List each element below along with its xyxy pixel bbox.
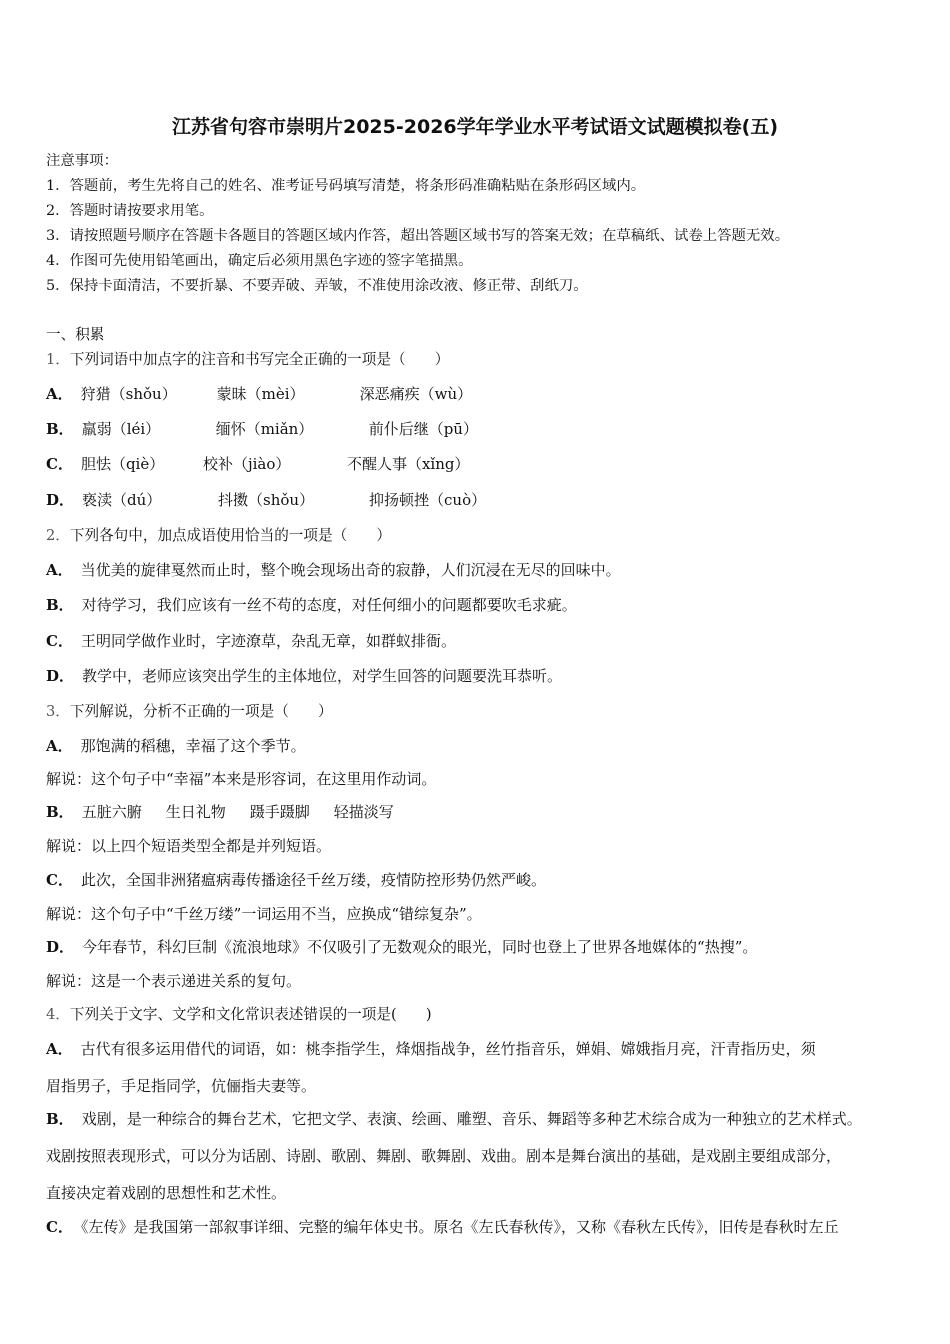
- question-number: 4．: [46, 1006, 70, 1023]
- question-2: [46, 527, 391, 545]
- question-4: [46, 1006, 432, 1024]
- option-label: A．: [46, 561, 73, 579]
- q4-option-b-cont: 戏剧按照表现形式，可以分为话剧、诗剧、歌剧、舞剧、歌舞剧、戏曲。剧本是舞台演出的基础，是戏剧主要组成部分，: [46, 1147, 842, 1165]
- notice-item: 3．请按照题号顺序在答题卡各题目的答题区域内作答，超出答题区域书写的答案无效；在草稿纸、试卷上答题无效。: [46, 228, 790, 244]
- option-text: 《左传》是我国第一部叙事详细、完整的编年体史书。原名《左氏春秋传》，又称《春秋左氏传》，旧传是春秋时左丘: [80, 1218, 839, 1236]
- notice-item: 2．答题时请按要求用笔。: [46, 203, 214, 219]
- section-heading: 一、积累: [46, 326, 105, 343]
- q1-option-d: [46, 491, 486, 509]
- q4-option-b-cont: 直接决定着戏剧的思想性和艺术性。: [46, 1184, 287, 1202]
- option-label: A．: [46, 385, 73, 403]
- q2-option-c: [46, 632, 456, 650]
- q3-explanation-b: 解说：以上四个短语类型全都是并列短语。: [46, 837, 332, 855]
- option-term: 蒙昧（mèi）: [216, 385, 305, 403]
- option-term: 深恶痛疾（wù）: [359, 385, 473, 403]
- option-term: 抑扬顿挫（cuò）: [369, 491, 487, 509]
- question-number: 2．: [46, 527, 70, 544]
- q4-option-b: [46, 1110, 862, 1128]
- notice-item: 4．作图可先使用铅笔画出，确定后必须用黑色字迹的签字笔描黑。: [46, 253, 473, 269]
- page-title: 江苏省句容市崇明片2025-2026学年学业水平考试语文试题模拟卷(五): [171, 116, 779, 138]
- option-label: B．: [46, 420, 74, 438]
- question-stem: 下列关于文字、文学和文化常识表述错误的一项是( ): [69, 1006, 432, 1023]
- phrase: 轻描淡写: [333, 803, 394, 821]
- phrase: 生日礼物: [165, 803, 226, 821]
- option-term: 胆怯（qiè）: [80, 455, 165, 473]
- question-3: [46, 703, 333, 721]
- option-term: 抖擞（shǒu）: [218, 491, 315, 509]
- q3-explanation-d: 解说：这是一个表示递进关系的复句。: [46, 972, 302, 990]
- option-term: 不醒人事（xǐng）: [346, 455, 470, 473]
- notice-heading: 注意事项：: [46, 153, 118, 169]
- option-label: C．: [46, 632, 73, 650]
- option-label: A．: [46, 737, 73, 755]
- option-label: B．: [46, 803, 74, 821]
- option-label: D．: [46, 491, 75, 509]
- option-term: 亵渎（dú）: [82, 491, 162, 509]
- q1-option-b: [46, 420, 478, 438]
- option-text: 王明同学做作业时，字迹潦草，杂乱无章，如群蚁排衙。: [80, 632, 456, 650]
- question-stem: 下列解说，分析不正确的一项是（ ）: [69, 703, 333, 720]
- q4-option-c: [46, 1218, 838, 1236]
- phrase: 五脏六腑: [81, 803, 142, 821]
- question-1: [46, 351, 449, 369]
- option-text: 此次，全国非洲猪瘟病毒传播途径千丝万缕，疫情防控形势仍然严峻。: [80, 871, 546, 889]
- option-term: 前仆后继（pū）: [368, 420, 478, 438]
- q3-option-b: [46, 803, 394, 821]
- option-text: 古代有很多运用借代的词语，如：桃李指学生，烽烟指战争，丝竹指音乐，婵娟、嫦娥指月亮，汗青指历史，须: [80, 1040, 816, 1058]
- option-text: 戏剧，是一种综合的舞台艺术，它把文学、表演、绘画、雕塑、音乐、舞蹈等多种艺术综合成为一种独立的艺术样式。: [81, 1110, 862, 1128]
- option-label: C．: [46, 455, 73, 473]
- option-label: A．: [46, 1040, 73, 1058]
- option-text: 那饱满的稻穗，幸福了这个季节。: [80, 737, 306, 755]
- q3-option-a: [46, 737, 306, 755]
- q3-option-c: [46, 871, 546, 889]
- option-text: 今年春节，科幻巨制《流浪地球》不仅吸引了无数观众的眼光，同时也登上了世界各地媒体的“热搜”。: [82, 938, 758, 956]
- notice-item: 5．保持卡面清洁，不要折暴、不要弄破、弄皱，不准使用涂改液、修正带、刮纸刀。: [46, 278, 588, 294]
- q1-option-c: [46, 455, 469, 473]
- option-label: D．: [46, 938, 75, 956]
- option-label: C．: [46, 871, 73, 889]
- q3-explanation-c: 解说：这个句子中“千丝万缕”一词运用不当，应换成“错综复杂”。: [46, 905, 482, 923]
- q4-option-a-cont: 眉指男子，手足指同学，伉俪指夫妻等。: [46, 1077, 317, 1095]
- question-stem: 下列各句中，加点成语使用恰当的一项是（ ）: [69, 527, 391, 544]
- phrase: 蹑手蹑脚: [249, 803, 310, 821]
- option-term: 缅怀（miǎn）: [215, 420, 314, 438]
- option-text: 对待学习，我们应该有一丝不苟的态度，对任何细小的问题都要吹毛求疵。: [81, 596, 577, 614]
- option-term: 狩猎（shǒu）: [80, 385, 177, 403]
- option-text: 当优美的旋律戛然而止时，整个晚会现场出奇的寂静，人们沉浸在无尽的回味中。: [80, 561, 621, 579]
- question-number: 1．: [46, 351, 70, 368]
- q2-option-d: [46, 667, 562, 685]
- q3-explanation-a: 解说：这个句子中“幸福”本来是形容词，在这里用作动词。: [46, 770, 437, 788]
- option-label: B．: [46, 1110, 74, 1128]
- option-term: 羸弱（léi）: [81, 420, 161, 438]
- q3-option-d: [46, 938, 757, 956]
- notice-item: 1．答题前，考生先将自己的姓名、准考证号码填写清楚，将条形码准确粘贴在条形码区域内。: [46, 178, 646, 194]
- option-term: 校补（jiào）: [202, 455, 291, 473]
- q1-option-a: [46, 385, 472, 403]
- option-label: B．: [46, 596, 74, 614]
- question-number: 3．: [46, 703, 70, 720]
- option-label: D．: [46, 667, 75, 685]
- question-stem: 下列词语中加点字的注音和书写完全正确的一项是（ ）: [69, 351, 450, 368]
- q4-option-a: [46, 1040, 816, 1058]
- q2-option-b: [46, 596, 577, 614]
- option-label: C．: [46, 1218, 73, 1236]
- option-text: 教学中，老师应该突出学生的主体地位，对学生回答的问题要洗耳恭听。: [82, 667, 563, 685]
- q2-option-a: [46, 561, 621, 579]
